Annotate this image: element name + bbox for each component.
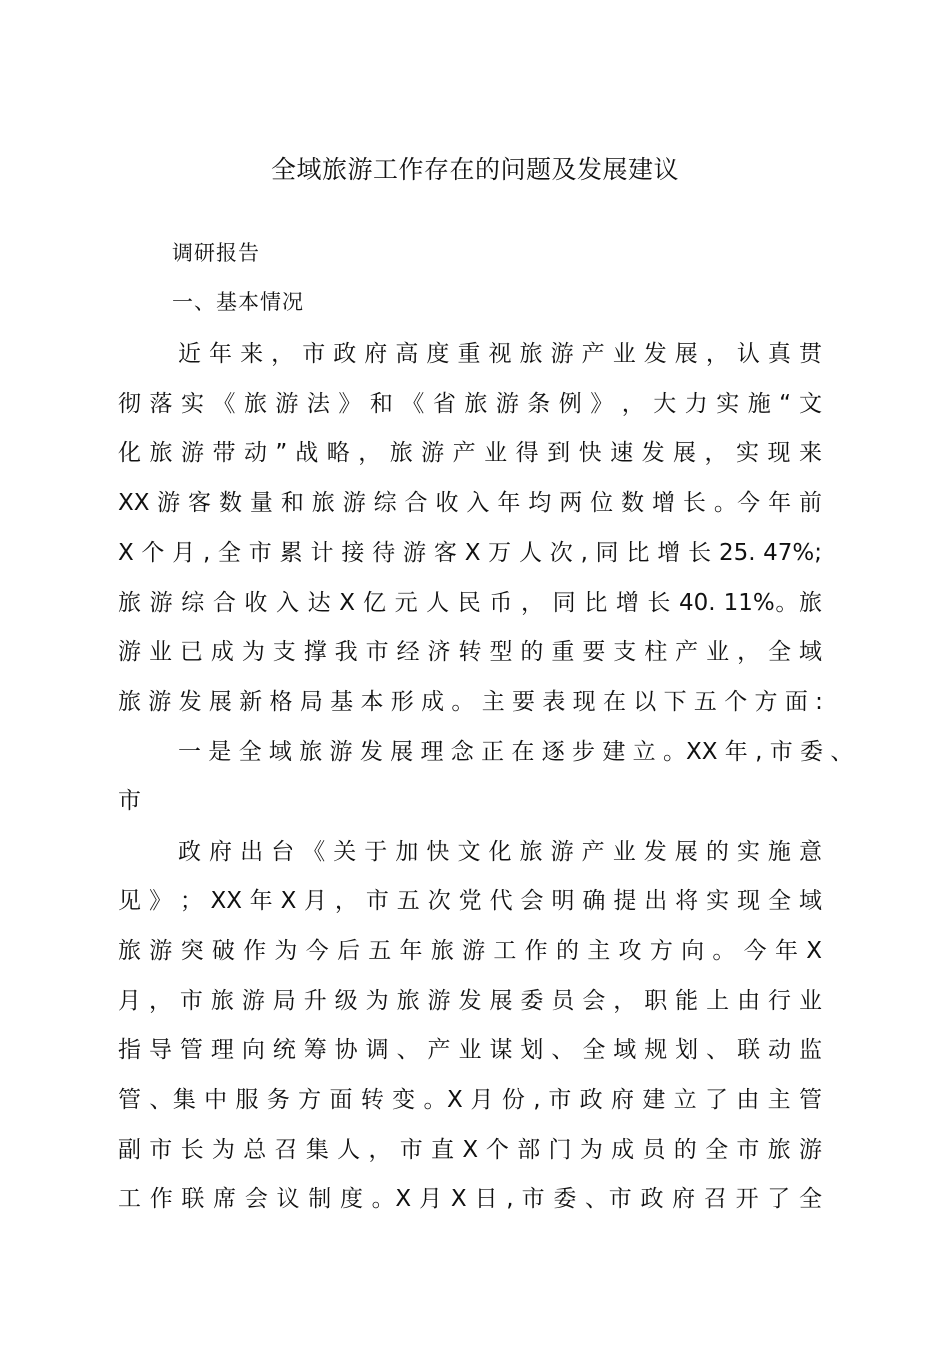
section-heading: 一、基本情况 (172, 290, 304, 314)
paragraph-line: 彻 落 实 《 旅 游 法 》 和 《 省 旅 游 条 例 》 ， 大 力 实 施 “ 文 (118, 391, 822, 417)
paragraph-line: 副 市 长 为 总 召 集 人 ， 市 直 X 个 部 门 为 成 员 的 全 市 旅 游 (118, 1137, 822, 1163)
paragraph-line: 近 年 来 ， 市 政 府 高 度 重 视 旅 游 产 业 发 展 ， 认 真 贯 (178, 341, 822, 367)
paragraph-line: 指 导 管 理 向 统 筹 协 调 、 产 业 谋 划 、 全 域 规 划 、 联 动 监 (118, 1037, 822, 1063)
paragraph-line: 管 、集 中 服 务 方 面 转 变 。X 月 份 , 市 政 府 建 立 了 由 主 管 (118, 1087, 822, 1113)
paragraph-line: 游 业 已 成 为 支 撑 我 市 经 济 转 型 的 重 要 支 柱 产 业 ， 全 域 (118, 639, 822, 665)
paragraph-line: 政 府 出 台 《 关 于 加 快 文 化 旅 游 产 业 发 展 的 实 施 意 (178, 839, 822, 865)
paragraph-line: 旅 游 突 破 作 为 今 后 五 年 旅 游 工 作 的 主 攻 方 向 。 今 年 X (118, 938, 822, 964)
paragraph-line: XX 游 客 数 量 和 旅 游 综 合 收 入 年 均 两 位 数 增 长 。今 年 前 (118, 490, 822, 516)
paragraph-line: 月 ， 市 旅 游 局 升 级 为 旅 游 发 展 委 员 会 ， 职 能 上 由 行 业 (118, 988, 822, 1014)
paragraph-line: 化 旅 游 带 动 ” 战 略 ， 旅 游 产 业 得 到 快 速 发 展 ， 实 现 来 (118, 440, 822, 466)
paragraph-line: 工 作 联 席 会 议 制 度 。X 月 X 日 , 市 委 、市 政 府 召 开 了 全 (118, 1186, 822, 1212)
paragraph-line: 见 》 ； XX 年 X 月 ， 市 五 次 党 代 会 明 确 提 出 将 实 现 全 域 (118, 888, 822, 914)
paragraph-line: 旅 游 发 展 新 格 局 基 本 形 成 。 主 要 表 现 在 以 下 五 个 方 面 : (118, 689, 823, 715)
document-title: 全域旅游工作存在的问题及发展建议 (270, 155, 679, 184)
paragraph-line: 旅 游 综 合 收 入 达 X 亿 元 人 民 币 ， 同 比 增 长 40. 11%。旅 (118, 590, 822, 616)
paragraph-line: 一 是 全 域 旅 游 发 展 理 念 正 在 逐 步 建 立 。XX 年 , 市 委 、 (178, 739, 854, 765)
subtitle: 调研报告 (172, 241, 260, 265)
paragraph-line: X 个 月 , 全 市 累 计 接 待 游 客 X 万 人 次 , 同 比 增 长 25. 47%; (118, 540, 822, 566)
paragraph-line: 市 (118, 788, 141, 814)
